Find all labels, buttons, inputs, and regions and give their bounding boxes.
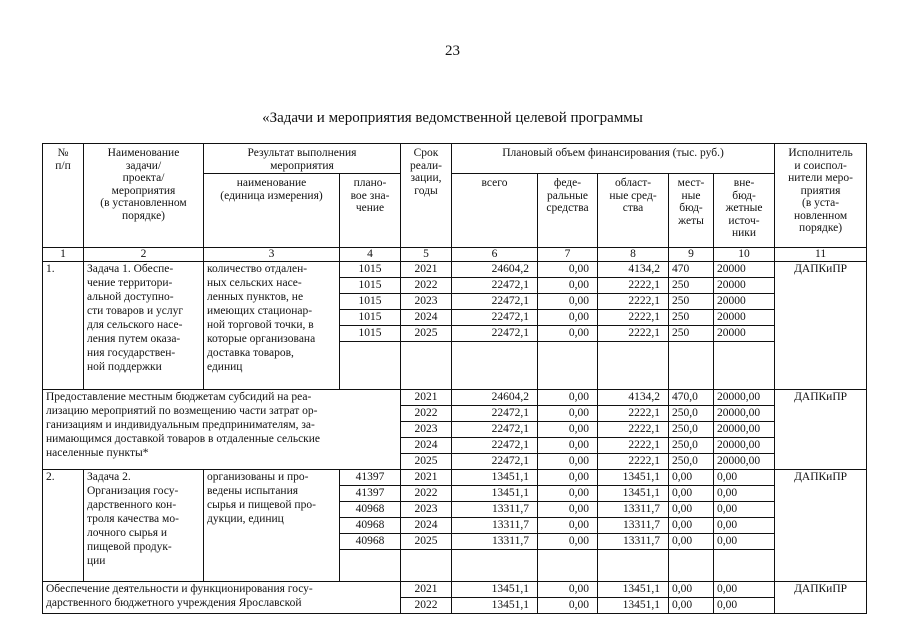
regional-cell: 13451,1: [598, 469, 669, 485]
plan-value-cell: 1015: [340, 277, 401, 293]
regional-cell: 2222,1: [598, 277, 669, 293]
column-index: 6: [452, 248, 538, 262]
federal-cell: 0,00: [538, 485, 598, 501]
empty-cell: [714, 357, 775, 373]
header-num: № п/п: [43, 144, 84, 248]
total-cell: 22472,1: [452, 437, 538, 453]
empty-cell: [340, 341, 401, 357]
total-cell: 13451,1: [452, 581, 538, 597]
local-cell: 250,0: [669, 405, 714, 421]
empty-cell: [401, 549, 452, 565]
offbudget-cell: 0,00: [714, 485, 775, 501]
executor-cell: ДАПКиПР: [775, 261, 867, 389]
plan-value-cell: 40968: [340, 533, 401, 549]
federal-cell: 0,00: [538, 421, 598, 437]
row-number: 1.: [43, 261, 84, 389]
federal-cell: 0,00: [538, 261, 598, 277]
header-total: всего: [452, 174, 538, 248]
empty-cell: [598, 341, 669, 357]
federal-cell: 0,00: [538, 517, 598, 533]
local-cell: 470,0: [669, 389, 714, 405]
offbudget-cell: 20000: [714, 277, 775, 293]
empty-cell: [340, 357, 401, 373]
year-cell: 2022: [401, 485, 452, 501]
activity-name: Предоставление местным бюджетам субсидий на реа- лизацию мероприятий по возмещению части затрат ор- ганизациям и индивидуальным предпринимателям, за- нимающимся доставкой товаров в отдаленные сельские населенные пункты*: [43, 389, 401, 469]
empty-cell: [598, 565, 669, 581]
empty-cell: [401, 373, 452, 389]
total-cell: 22472,1: [452, 293, 538, 309]
federal-cell: 0,00: [538, 325, 598, 341]
header-result: Результат выполнения мероприятия: [204, 144, 401, 174]
regional-cell: 4134,2: [598, 261, 669, 277]
local-cell: 0,00: [669, 485, 714, 501]
empty-cell: [598, 549, 669, 565]
empty-cell: [669, 341, 714, 357]
table-row: [43, 261, 867, 277]
column-index: 9: [669, 248, 714, 262]
header-local: мест- ные бюд- жеты: [669, 174, 714, 248]
empty-cell: [340, 373, 401, 389]
empty-cell: [714, 549, 775, 565]
local-cell: 470: [669, 261, 714, 277]
plan-value-cell: 1015: [340, 309, 401, 325]
local-cell: 0,00: [669, 581, 714, 597]
offbudget-cell: 0,00: [714, 597, 775, 613]
offbudget-cell: 20000,00: [714, 437, 775, 453]
regional-cell: 2222,1: [598, 421, 669, 437]
federal-cell: 0,00: [538, 405, 598, 421]
local-cell: 0,00: [669, 533, 714, 549]
empty-cell: [538, 549, 598, 565]
regional-cell: 2222,1: [598, 293, 669, 309]
offbudget-cell: 0,00: [714, 501, 775, 517]
local-cell: 0,00: [669, 501, 714, 517]
task-name: Задача 1. Обеспе- чение территори- альной доступно- сти товаров и услуг для сельского насе- ления путем оказа- ния государствен- ной поддержки: [84, 261, 204, 389]
plan-value-cell: 1015: [340, 325, 401, 341]
table-row: [43, 389, 867, 405]
plan-value-cell: 41397: [340, 469, 401, 485]
empty-cell: [401, 565, 452, 581]
year-cell: 2022: [401, 277, 452, 293]
total-cell: 24604,2: [452, 389, 538, 405]
federal-cell: 0,00: [538, 597, 598, 613]
year-cell: 2025: [401, 453, 452, 469]
empty-cell: [714, 373, 775, 389]
header-offbudget: вне- бюд- жетные источ- ники: [714, 174, 775, 248]
federal-cell: 0,00: [538, 453, 598, 469]
column-index: 10: [714, 248, 775, 262]
plan-value-cell: 1015: [340, 293, 401, 309]
total-cell: 22472,1: [452, 325, 538, 341]
local-cell: 250: [669, 325, 714, 341]
year-cell: 2023: [401, 501, 452, 517]
empty-cell: [401, 341, 452, 357]
federal-cell: 0,00: [538, 437, 598, 453]
header-result-plan: плано- вое зна- чение: [340, 174, 401, 248]
offbudget-cell: 20000,00: [714, 389, 775, 405]
year-cell: 2021: [401, 581, 452, 597]
regional-cell: 2222,1: [598, 325, 669, 341]
table-row: [43, 469, 867, 485]
regional-cell: 13311,7: [598, 501, 669, 517]
empty-cell: [340, 549, 401, 565]
empty-cell: [401, 357, 452, 373]
year-cell: 2024: [401, 517, 452, 533]
federal-cell: 0,00: [538, 501, 598, 517]
year-cell: 2024: [401, 309, 452, 325]
offbudget-cell: 20000: [714, 309, 775, 325]
plan-value-cell: 1015: [340, 261, 401, 277]
program-table: [42, 143, 867, 614]
total-cell: 13311,7: [452, 533, 538, 549]
header-name: Наименование задачи/ проекта/ мероприятия (в установленном порядке): [84, 144, 204, 248]
year-cell: 2025: [401, 533, 452, 549]
document-title: «Задачи и мероприятия ведомственной целевой программы: [262, 110, 643, 126]
header-federal: феде- ральные средства: [538, 174, 598, 248]
offbudget-cell: 20000: [714, 325, 775, 341]
local-cell: 250: [669, 293, 714, 309]
regional-cell: 13451,1: [598, 485, 669, 501]
year-cell: 2023: [401, 293, 452, 309]
federal-cell: 0,00: [538, 389, 598, 405]
year-cell: 2022: [401, 405, 452, 421]
local-cell: 250,0: [669, 453, 714, 469]
empty-cell: [714, 565, 775, 581]
regional-cell: 13311,7: [598, 517, 669, 533]
empty-cell: [452, 373, 538, 389]
offbudget-cell: 20000: [714, 293, 775, 309]
header-regional: област- ные сред- ства: [598, 174, 669, 248]
local-cell: 250,0: [669, 421, 714, 437]
empty-cell: [340, 565, 401, 581]
empty-cell: [669, 373, 714, 389]
column-index: 7: [538, 248, 598, 262]
offbudget-cell: 0,00: [714, 581, 775, 597]
regional-cell: 13451,1: [598, 597, 669, 613]
offbudget-cell: 20000,00: [714, 453, 775, 469]
column-index: 8: [598, 248, 669, 262]
regional-cell: 2222,1: [598, 309, 669, 325]
regional-cell: 4134,2: [598, 389, 669, 405]
empty-cell: [452, 549, 538, 565]
plan-value-cell: 41397: [340, 485, 401, 501]
table-row: [43, 581, 867, 597]
local-cell: 0,00: [669, 469, 714, 485]
header-executor: Исполнитель и соиспол- нители меро- приятия (в уста- новленном порядке): [775, 144, 867, 248]
total-cell: 22472,1: [452, 421, 538, 437]
year-cell: 2021: [401, 469, 452, 485]
federal-cell: 0,00: [538, 309, 598, 325]
offbudget-cell: 20000,00: [714, 421, 775, 437]
column-index-row: [43, 248, 867, 262]
empty-cell: [598, 357, 669, 373]
local-cell: 250,0: [669, 437, 714, 453]
task-name: Задача 2. Организация госу- дарственного кон- троля качества мо- лочного сырья и пищевой продук- ции: [84, 469, 204, 581]
empty-cell: [452, 357, 538, 373]
year-cell: 2021: [401, 389, 452, 405]
total-cell: 13311,7: [452, 517, 538, 533]
total-cell: 22472,1: [452, 309, 538, 325]
table-body: [43, 261, 867, 613]
offbudget-cell: 20000,00: [714, 405, 775, 421]
empty-cell: [452, 565, 538, 581]
regional-cell: 2222,1: [598, 405, 669, 421]
executor-cell: ДАПКиПР: [775, 389, 867, 469]
offbudget-cell: 0,00: [714, 533, 775, 549]
total-cell: 22472,1: [452, 405, 538, 421]
row-number: 2.: [43, 469, 84, 581]
empty-cell: [538, 373, 598, 389]
year-cell: 2023: [401, 421, 452, 437]
total-cell: 13451,1: [452, 469, 538, 485]
result-name: организованы и про- ведены испытания сырья и пищевой про- дукции, единиц: [204, 469, 340, 581]
empty-cell: [669, 357, 714, 373]
column-index: 3: [204, 248, 340, 262]
local-cell: 0,00: [669, 517, 714, 533]
empty-cell: [452, 341, 538, 357]
local-cell: 0,00: [669, 597, 714, 613]
total-cell: 13311,7: [452, 501, 538, 517]
result-name: количество отдален- ных сельских насе- ленных пунктов, не имеющих стационар- ной торговой точки, в которые организована доставка товаров, единиц: [204, 261, 340, 389]
activity-name: Обеспечение деятельности и функционирования госу- дарственного бюджетного учреждения Ярославской: [43, 581, 401, 613]
year-cell: 2024: [401, 437, 452, 453]
empty-cell: [598, 373, 669, 389]
column-index: 11: [775, 248, 867, 262]
header-term: Срок реали- зации, годы: [401, 144, 452, 248]
regional-cell: 2222,1: [598, 437, 669, 453]
column-index: 5: [401, 248, 452, 262]
year-cell: 2022: [401, 597, 452, 613]
empty-cell: [538, 565, 598, 581]
local-cell: 250: [669, 309, 714, 325]
plan-value-cell: 40968: [340, 517, 401, 533]
column-index: 1: [43, 248, 84, 262]
executor-cell: ДАПКиПР: [775, 581, 867, 613]
plan-value-cell: 40968: [340, 501, 401, 517]
header-finance: Плановый объем финансирования (тыс. руб.): [452, 144, 775, 174]
year-cell: 2025: [401, 325, 452, 341]
local-cell: 250: [669, 277, 714, 293]
federal-cell: 0,00: [538, 293, 598, 309]
empty-cell: [538, 341, 598, 357]
offbudget-cell: 20000: [714, 261, 775, 277]
offbudget-cell: 0,00: [714, 517, 775, 533]
year-cell: 2021: [401, 261, 452, 277]
regional-cell: 13311,7: [598, 533, 669, 549]
column-index: 4: [340, 248, 401, 262]
total-cell: 24604,2: [452, 261, 538, 277]
empty-cell: [669, 549, 714, 565]
header-result-name: наименование (единица измерения): [204, 174, 340, 248]
total-cell: 22472,1: [452, 277, 538, 293]
total-cell: 22472,1: [452, 453, 538, 469]
federal-cell: 0,00: [538, 469, 598, 485]
federal-cell: 0,00: [538, 581, 598, 597]
federal-cell: 0,00: [538, 533, 598, 549]
offbudget-cell: 0,00: [714, 469, 775, 485]
page-number: 23: [445, 43, 460, 59]
empty-cell: [714, 341, 775, 357]
total-cell: 13451,1: [452, 597, 538, 613]
regional-cell: 13451,1: [598, 581, 669, 597]
total-cell: 13451,1: [452, 485, 538, 501]
column-index: 2: [84, 248, 204, 262]
regional-cell: 2222,1: [598, 453, 669, 469]
empty-cell: [538, 357, 598, 373]
executor-cell: ДАПКиПР: [775, 469, 867, 581]
federal-cell: 0,00: [538, 277, 598, 293]
empty-cell: [669, 565, 714, 581]
